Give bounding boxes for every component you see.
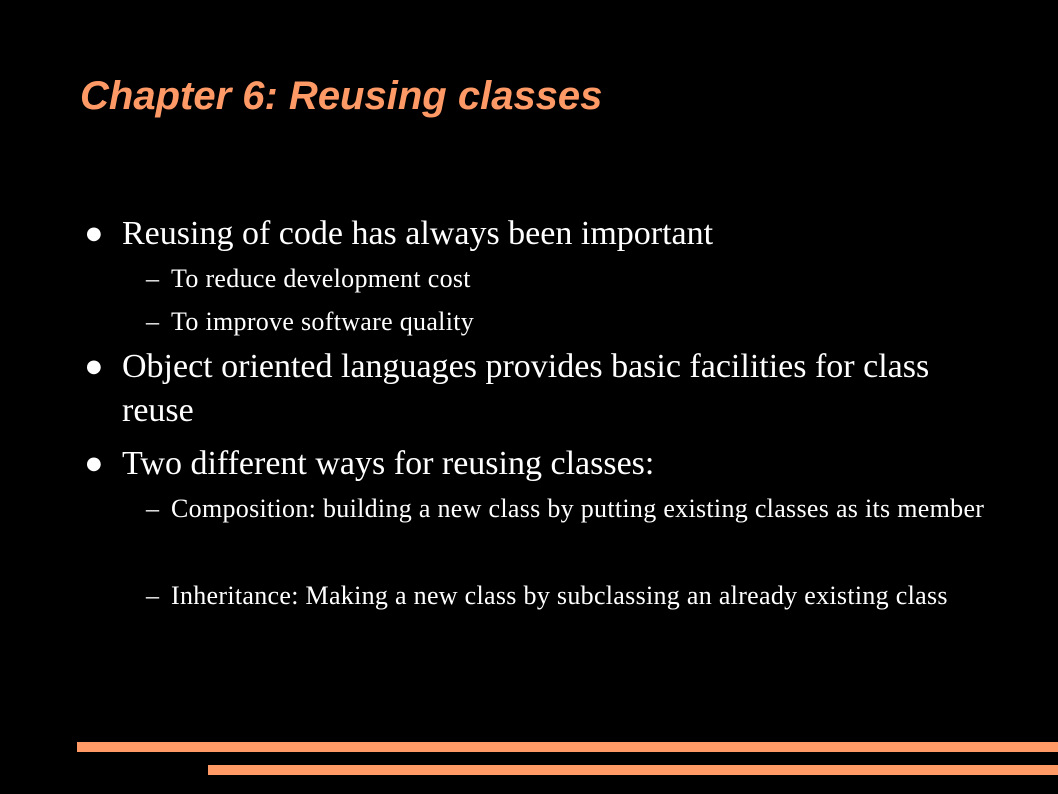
bullet-marker-icon: ●: [86, 356, 102, 377]
bullet-item: [86, 442, 986, 486]
bullet-marker-icon: ●: [86, 453, 102, 474]
sub-bullet-text: Composition: building a new class by putting existing classes as its member: [171, 494, 985, 523]
bullet-marker-icon: ●: [86, 223, 102, 244]
slide-title: Chapter 6: Reusing classes: [80, 74, 603, 118]
bullet-item: [86, 345, 986, 433]
sub-bullet-text: Inheritance: Making a new class by subclassing an already existing class: [171, 581, 948, 610]
bullet-text: Reusing of code has always been important: [122, 215, 714, 252]
dash-marker-icon: –: [146, 264, 160, 293]
sub-bullet-item: [146, 303, 986, 341]
bullet-text: Two different ways for reusing classes:: [122, 445, 655, 482]
decorative-bar-bottom: [208, 765, 1058, 775]
dash-marker-icon: –: [146, 581, 160, 610]
dash-marker-icon: –: [146, 307, 160, 336]
bullet-text: Object oriented languages provides basic facilities for class reuse: [122, 348, 930, 429]
sub-bullet-item: [146, 260, 986, 298]
dash-marker-icon: –: [146, 494, 160, 523]
sub-bullet-text: To reduce development cost: [171, 264, 471, 293]
sub-bullet-item: [146, 490, 986, 528]
bullet-item: [86, 212, 986, 256]
decorative-bar-top: [77, 742, 1058, 752]
sub-bullet-text: To improve software quality: [171, 307, 475, 336]
sub-bullet-item: [146, 577, 986, 615]
